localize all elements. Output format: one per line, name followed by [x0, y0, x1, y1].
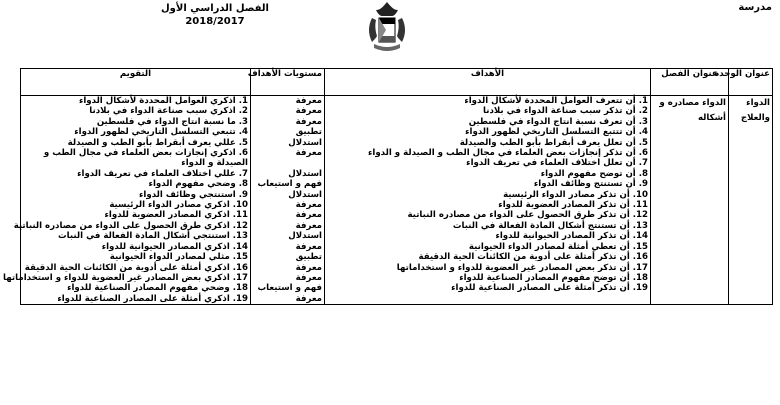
- level-item: معرفة: [295, 293, 322, 304]
- list-item: 5. عللي يعرف أبقراط بأبو الطب و الصيدلة: [67, 137, 248, 148]
- list-item: 19. اذكري أمثلة على المصادر الصناعية للدواء: [57, 293, 248, 304]
- unit-title-cell: الدواء والعلاج: [729, 96, 773, 305]
- list-item: 3. ما نسبة انتاج الدواء في فلسطين: [96, 116, 248, 127]
- list-item: 6. أن تذكر إنجازات بعض العلماء في مجال الطب و الصيدلة و الدواء: [367, 148, 648, 159]
- list-item: 12. اذكري طرق الحصول على الدواء من مصادره النباتية: [13, 220, 248, 231]
- header-evaluation: التقويم: [21, 69, 251, 96]
- list-item: 19. أن تذكر أمثلة على المصادر الصناعية للدواء: [451, 283, 648, 294]
- chapter-title-cell: الدواء مصادره و أشكاله: [651, 96, 729, 305]
- level-item: معرفة: [295, 96, 322, 106]
- school-label: مدرسة: [738, 2, 772, 13]
- list-item: 1. اذكري العوامل المحددة لأشكال الدواء: [78, 96, 248, 106]
- list-item: 9. استنتجي وظائف الدواء: [139, 189, 248, 200]
- header-levels: مستويات الأهداف: [251, 69, 325, 96]
- level-item: [253, 158, 322, 168]
- list-item: 7. عللي اختلاف العلماء في تعريف الدواء: [77, 168, 248, 179]
- list-item: 11. اذكري المصادر العضوية للدواء: [104, 210, 248, 221]
- list-item: 10. أن تذكر مصادر الدواء الرئيسية: [503, 189, 648, 200]
- list-item: 11. أن تذكر المصادر العضوية للدواء: [498, 200, 648, 211]
- semester-label: الفصل الدراسي الأول: [161, 3, 269, 14]
- list-item: 16. اذكري أمثلة على أدوية من الكائنات الحية الدقيقة: [24, 262, 248, 273]
- list-item: 15. مثلي لمصادر الدواء الحيوانية: [109, 252, 248, 263]
- table-header-row: [21, 69, 773, 96]
- level-item: معرفة: [295, 148, 322, 159]
- levels-cell: [251, 96, 325, 305]
- level-item: معرفة: [295, 241, 322, 252]
- level-item: معرفة: [295, 210, 322, 221]
- level-item: معرفة: [295, 116, 322, 127]
- evaluation-cell: [3, 96, 251, 305]
- list-item: 1. أن تتعرف العوامل المحددة لأشكال الدواء: [464, 96, 648, 106]
- list-item: 13. استنتجي أشكال المادة الفعالة في النبات: [58, 231, 248, 242]
- level-item: تطبيق: [295, 252, 322, 263]
- list-item: 4. تتبعي التسلسل التاريخي لظهور الدواء: [74, 127, 248, 138]
- list-item: 10. اذكري مصادر الدواء الرئيسية: [109, 200, 248, 211]
- list-item: 9. أن تستنتج وظائف الدواء: [533, 179, 648, 190]
- list-item: 5. أن تعلل يعرف أبقراط بأبو الطب والصيدلة: [459, 137, 648, 148]
- list-item: 16. أن تذكر أمثلة على أدوية من الكائنات الحية الدقيقة: [418, 252, 648, 263]
- level-item: فهم و استيعاب: [257, 179, 322, 190]
- list-item: 13. أن تستنتج أشكال المادة الفعالة في النبات: [452, 220, 648, 231]
- list-item: 12. أن تذكر طرق الحصول على الدواء من مصادره النباتية: [407, 210, 648, 221]
- level-item: استدلال: [288, 231, 322, 242]
- level-item: معرفة: [295, 220, 322, 231]
- list-item: 6. اذكري إنجازات بعض العلماء في مجال الطب و الصيدلة و الدواء: [43, 148, 248, 169]
- list-item: 4. أن تتتبع التسلسل التاريخي لظهور الدواء: [465, 127, 648, 138]
- level-item: استدلال: [288, 189, 322, 200]
- level-item: فهم و استيعاب: [257, 283, 322, 294]
- palestine-emblem-icon: [362, 0, 412, 58]
- table-row: [21, 96, 773, 305]
- level-item: استدلال: [288, 137, 322, 148]
- level-item: معرفة: [295, 262, 322, 273]
- list-item: 7. أن تعلل اختلاف العلماء في تعريف الدواء: [466, 158, 648, 169]
- list-item: 14. اذكري المصادر الحيوانية للدواء: [101, 241, 248, 252]
- level-item: معرفة: [295, 200, 322, 211]
- list-item: 14. أن تذكر المصادر الحيوانية للدواء: [495, 231, 648, 242]
- list-item: 17. اذكري بعض المصادر غير العضوية للدواء و استخداماتها: [3, 272, 248, 283]
- semester-header: [150, 2, 280, 28]
- list-item: 2. أن تذكر سبب صناعة الدواء في بلادنا: [483, 106, 648, 117]
- level-item: تطبيق: [295, 127, 322, 138]
- header-unit-title: عنوان الوحدة: [729, 69, 773, 96]
- level-item: معرفة: [295, 272, 322, 283]
- list-item: 3. أن تعرف نسبة انتاج الدواء في فلسطين: [468, 116, 648, 127]
- list-item: 18. وضحي مفهوم المصادر الصناعية للدواء: [67, 283, 248, 294]
- list-item: 8. وضحي مفهوم الدواء: [148, 179, 248, 190]
- header-chapter-title: عنوان الفصل: [651, 69, 729, 96]
- list-item: 15. أن تعطي أمثلة لمصادر الدواء الحيوانية: [468, 241, 648, 252]
- objectives-cell: [325, 96, 651, 305]
- year-label: 2018/2017: [185, 16, 245, 27]
- list-item: 2. اذكري سبب صناعة الدواء في بلادنا: [89, 106, 248, 117]
- list-item: 8. أن توضح مفهوم الدواء: [540, 168, 648, 179]
- list-item: 17. أن تذكر بعض المصادر غير العضوية للدواء و استخداماتها: [396, 262, 648, 273]
- level-item: استدلال: [288, 168, 322, 179]
- level-item: معرفة: [295, 106, 322, 117]
- header-objectives: الأهداف: [325, 69, 651, 96]
- list-item: 18. أن توضح مفهوم المصادر الصناعية للدواء: [459, 272, 648, 283]
- lesson-plan-table: [3, 68, 773, 305]
